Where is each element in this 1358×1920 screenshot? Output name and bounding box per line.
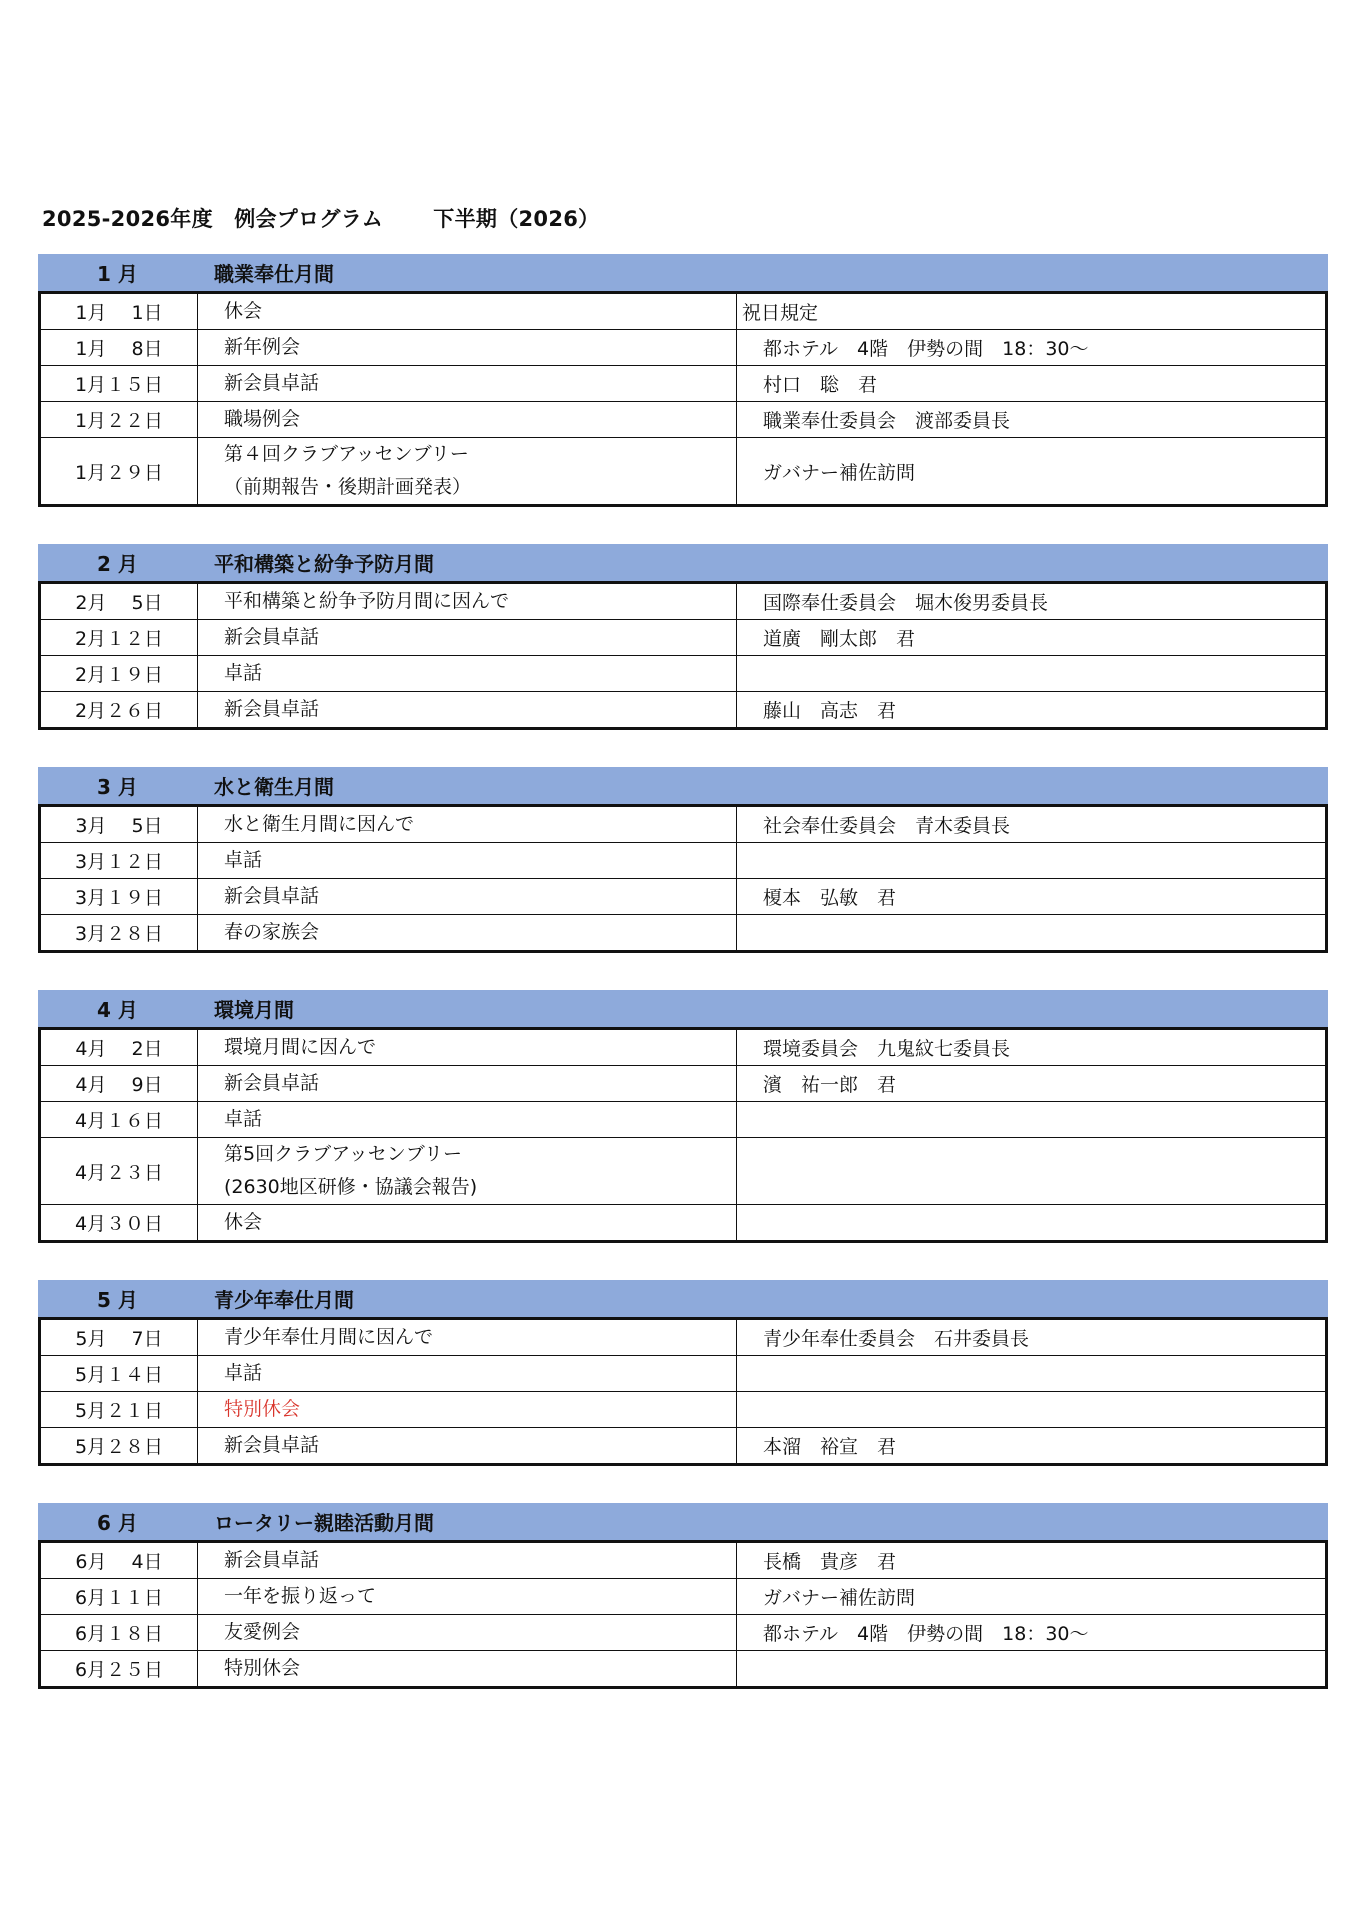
- month-section: [38, 990, 1328, 1243]
- meeting-program: 新年例会: [198, 330, 737, 366]
- meeting-note: [737, 915, 1327, 952]
- meeting-note: ガバナー補佐訪問: [737, 1579, 1327, 1615]
- schedule-table: [38, 581, 1328, 730]
- meeting-date: 4月 2日: [40, 1029, 198, 1066]
- schedule-row: [40, 1319, 1327, 1356]
- meeting-program: 特別休会: [198, 1651, 737, 1688]
- meeting-date: 1月 8日: [40, 330, 198, 366]
- schedule-row: [40, 1066, 1327, 1102]
- meeting-date: 5月２１日: [40, 1392, 198, 1428]
- meeting-date: 6月 4日: [40, 1542, 198, 1579]
- schedule-row: [40, 1579, 1327, 1615]
- month-header: [38, 1280, 1328, 1317]
- meeting-note: 村口 聡 君: [737, 366, 1327, 402]
- schedule-row: [40, 1029, 1327, 1066]
- meeting-program: 水と衛生月間に因んで: [198, 806, 737, 843]
- month-section: [38, 767, 1328, 953]
- meeting-program: 平和構築と紛争予防月間に因んで: [198, 583, 737, 620]
- month-label: 6 月: [97, 1511, 138, 1535]
- meeting-date: 1月２２日: [40, 402, 198, 438]
- meeting-program: 休会: [198, 1205, 737, 1242]
- schedule-row: [40, 692, 1327, 729]
- month-header: [38, 254, 1328, 291]
- meeting-program: 第5回クラブアッセンブリー (2630地区研修・協議会報告): [198, 1138, 737, 1205]
- schedule-row: [40, 1205, 1327, 1242]
- schedule-row: [40, 402, 1327, 438]
- meeting-date: 2月 5日: [40, 583, 198, 620]
- schedule-row: [40, 1356, 1327, 1392]
- meeting-date: 6月１８日: [40, 1615, 198, 1651]
- meeting-program: 新会員卓話: [198, 1542, 737, 1579]
- meeting-note: 濱 祐一郎 君: [737, 1066, 1327, 1102]
- month-label: 1 月: [97, 262, 138, 286]
- schedule-table: [38, 804, 1328, 953]
- meeting-program: 環境月間に因んで: [198, 1029, 737, 1066]
- meeting-date: 6月１１日: [40, 1579, 198, 1615]
- meeting-date: 1月２９日: [40, 438, 198, 506]
- meeting-date: 4月 9日: [40, 1066, 198, 1102]
- meeting-date: 1月１５日: [40, 366, 198, 402]
- meeting-date: 6月２５日: [40, 1651, 198, 1688]
- schedule-row: [40, 1102, 1327, 1138]
- schedule-row: [40, 438, 1327, 506]
- meeting-program: 特別休会: [198, 1392, 737, 1428]
- meeting-date: 4月２３日: [40, 1138, 198, 1205]
- meeting-program: 第４回クラブアッセンブリー （前期報告・後期計画発表）: [198, 438, 737, 506]
- month-section: [38, 544, 1328, 730]
- schedule-container: [38, 254, 1328, 1726]
- meeting-program: 友愛例会: [198, 1615, 737, 1651]
- month-header: [38, 544, 1328, 581]
- schedule-row: [40, 1542, 1327, 1579]
- meeting-program: 職場例会: [198, 402, 737, 438]
- meeting-program: 新会員卓話: [198, 1066, 737, 1102]
- schedule-row: [40, 806, 1327, 843]
- meeting-program: 新会員卓話: [198, 692, 737, 729]
- month-header: [38, 990, 1328, 1027]
- meeting-note: ガバナー補佐訪問: [737, 438, 1327, 506]
- month-section: [38, 1503, 1328, 1689]
- month-theme: 職業奉仕月間: [214, 262, 334, 286]
- schedule-row: [40, 879, 1327, 915]
- schedule-row: [40, 293, 1327, 330]
- month-theme: 環境月間: [214, 998, 294, 1022]
- schedule-row: [40, 583, 1327, 620]
- meeting-note: 環境委員会 九鬼紋七委員長: [737, 1029, 1327, 1066]
- meeting-date: 3月２８日: [40, 915, 198, 952]
- meeting-note: [737, 656, 1327, 692]
- meeting-date: 5月 7日: [40, 1319, 198, 1356]
- meeting-note: [737, 843, 1327, 879]
- schedule-row: [40, 915, 1327, 952]
- meeting-program: 休会: [198, 293, 737, 330]
- month-label: 5 月: [97, 1288, 138, 1312]
- meeting-note: 都ホテル 4階 伊勢の間 18：30～: [737, 330, 1327, 366]
- schedule-row: [40, 366, 1327, 402]
- meeting-date: 5月２８日: [40, 1428, 198, 1465]
- schedule-table: [38, 1027, 1328, 1243]
- meeting-note: 藤山 高志 君: [737, 692, 1327, 729]
- meeting-program: 卓話: [198, 1356, 737, 1392]
- meeting-note: 国際奉仕委員会 堀木俊男委員長: [737, 583, 1327, 620]
- meeting-program: 卓話: [198, 656, 737, 692]
- schedule-row: [40, 1651, 1327, 1688]
- month-label: 3 月: [97, 775, 138, 799]
- schedule-row: [40, 656, 1327, 692]
- meeting-date: 2月１２日: [40, 620, 198, 656]
- month-header: [38, 1503, 1328, 1540]
- meeting-date: 4月１６日: [40, 1102, 198, 1138]
- schedule-row: [40, 843, 1327, 879]
- meeting-program: 新会員卓話: [198, 366, 737, 402]
- meeting-note: 都ホテル 4階 伊勢の間 18：30～: [737, 1615, 1327, 1651]
- meeting-program: 卓話: [198, 843, 737, 879]
- meeting-note: [737, 1356, 1327, 1392]
- page-title: 2025-2026年度 例会プログラム 下半期（2026）: [42, 207, 600, 231]
- meeting-program: 新会員卓話: [198, 1428, 737, 1465]
- schedule-table: [38, 1317, 1328, 1466]
- meeting-date: 5月１４日: [40, 1356, 198, 1392]
- schedule-row: [40, 1138, 1327, 1205]
- meeting-date: 3月１２日: [40, 843, 198, 879]
- meeting-note: 道廣 剛太郎 君: [737, 620, 1327, 656]
- meeting-note: 職業奉仕委員会 渡部委員長: [737, 402, 1327, 438]
- schedule-table: [38, 291, 1328, 507]
- meeting-program: 卓話: [198, 1102, 737, 1138]
- meeting-note: [737, 1102, 1327, 1138]
- schedule-table: [38, 1540, 1328, 1689]
- meeting-note: 社会奉仕委員会 青木委員長: [737, 806, 1327, 843]
- meeting-date: 2月２６日: [40, 692, 198, 729]
- month-theme: 平和構築と紛争予防月間: [214, 552, 434, 576]
- meeting-note: 榎本 弘敏 君: [737, 879, 1327, 915]
- schedule-row: [40, 1428, 1327, 1465]
- meeting-program: 春の家族会: [198, 915, 737, 952]
- meeting-note: [737, 1392, 1327, 1428]
- month-label: 2 月: [97, 552, 138, 576]
- meeting-date: 3月１９日: [40, 879, 198, 915]
- meeting-note: 長橋 貴彦 君: [737, 1542, 1327, 1579]
- meeting-note: [737, 1138, 1327, 1205]
- meeting-date: 1月 1日: [40, 293, 198, 330]
- meeting-program: 青少年奉仕月間に因んで: [198, 1319, 737, 1356]
- meeting-note: 本溜 裕宣 君: [737, 1428, 1327, 1465]
- meeting-note: 祝日規定: [737, 293, 1327, 330]
- month-header: [38, 767, 1328, 804]
- meeting-date: 4月３０日: [40, 1205, 198, 1242]
- meeting-program: 一年を振り返って: [198, 1579, 737, 1615]
- meeting-note: [737, 1651, 1327, 1688]
- month-section: [38, 1280, 1328, 1466]
- meeting-note: 青少年奉仕委員会 石井委員長: [737, 1319, 1327, 1356]
- month-theme: 水と衛生月間: [214, 775, 334, 799]
- schedule-row: [40, 1392, 1327, 1428]
- schedule-row: [40, 330, 1327, 366]
- month-label: 4 月: [97, 998, 138, 1022]
- schedule-row: [40, 620, 1327, 656]
- meeting-program: 新会員卓話: [198, 879, 737, 915]
- schedule-row: [40, 1615, 1327, 1651]
- meeting-program: 新会員卓話: [198, 620, 737, 656]
- month-theme: ロータリー親睦活動月間: [214, 1511, 434, 1535]
- month-section: [38, 254, 1328, 507]
- meeting-date: 2月１９日: [40, 656, 198, 692]
- meeting-date: 3月 5日: [40, 806, 198, 843]
- meeting-note: [737, 1205, 1327, 1242]
- month-theme: 青少年奉仕月間: [214, 1288, 354, 1312]
